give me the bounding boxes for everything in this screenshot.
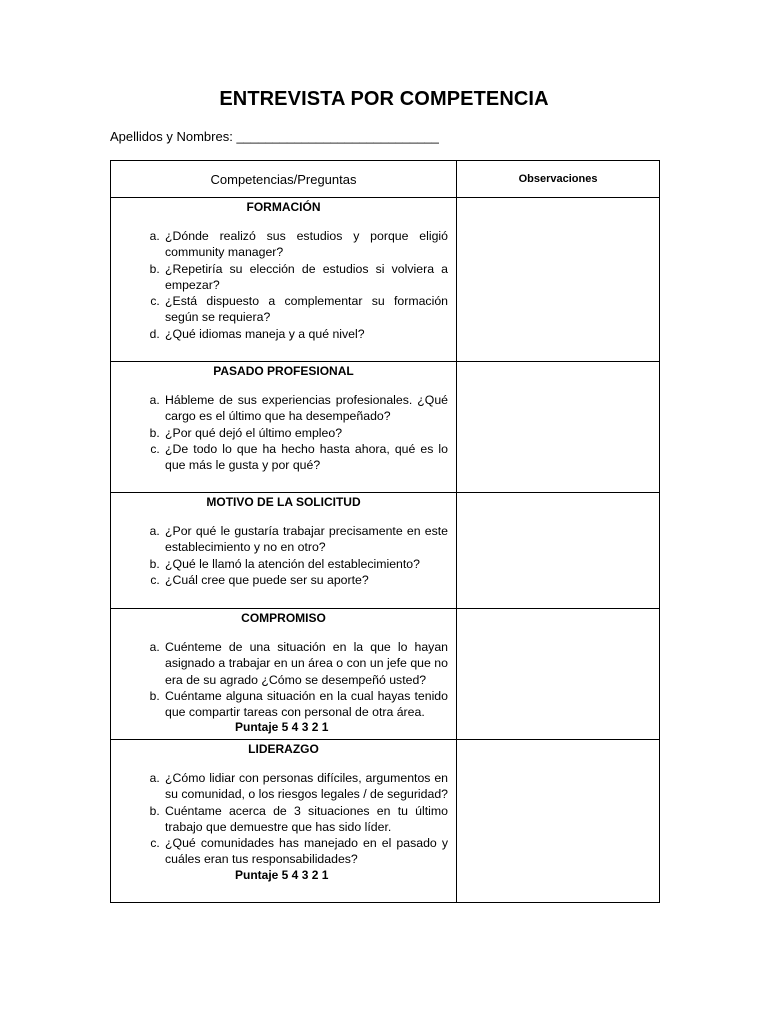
question-item: b. ¿Por qué dejó el último empleo? xyxy=(163,425,448,441)
question-item: c. ¿Cuál cree que puede ser su aporte? xyxy=(163,572,448,588)
section-title: MOTIVO DE LA SOLICITUD xyxy=(206,495,361,509)
section-row-compromiso xyxy=(111,609,660,740)
questions-cell xyxy=(111,609,457,740)
question-item: a. ¿Cómo lidiar con personas difíciles, argumentos en su comunidad, o los riesgos legales / de seguridad? xyxy=(163,770,448,803)
question-item: c. ¿Qué comunidades has manejado en el pasado y cuáles eran tus responsabilidades? xyxy=(163,835,448,868)
question-list xyxy=(111,523,456,588)
section-title: PASADO PROFESIONAL xyxy=(213,364,354,378)
question-list xyxy=(111,228,456,342)
question-item: a. ¿Por qué le gustaría trabajar precisamente en este establecimiento y no en otro? xyxy=(163,523,448,556)
observations-cell[interactable] xyxy=(457,198,660,362)
question-item: b. ¿Qué le llamó la atención del establecimiento? xyxy=(163,556,448,572)
section-title: FORMACIÓN xyxy=(246,200,321,214)
question-item: a. Hábleme de sus experiencias profesionales. ¿Qué cargo es el último que ha desempeñado? xyxy=(163,392,448,425)
observations-cell[interactable] xyxy=(457,740,660,903)
score-scale: Puntaje 5 4 3 2 1 xyxy=(235,720,329,735)
document-title: ENTREVISTA POR COMPETENCIA xyxy=(219,88,549,110)
question-item: a. ¿Dónde realizó sus estudios y porque eligió community manager? xyxy=(163,228,448,261)
header-competencias: Competencias/Preguntas xyxy=(111,161,457,198)
interview-table xyxy=(110,160,660,903)
question-item: b. ¿Repetiría su elección de estudios si volviera a empezar? xyxy=(163,261,448,294)
observations-cell[interactable] xyxy=(457,609,660,740)
questions-cell xyxy=(111,740,457,903)
question-list xyxy=(111,639,456,720)
section-row-pasado-profesional xyxy=(111,362,660,493)
observations-cell[interactable] xyxy=(457,493,660,609)
name-field-label: Apellidos y Nombres: ____________________________ xyxy=(110,129,439,144)
section-title: LIDERAZGO xyxy=(248,742,319,756)
section-title: COMPROMISO xyxy=(241,611,326,625)
question-item: c. ¿De todo lo que ha hecho hasta ahora, qué es lo que más le gusta y por qué? xyxy=(163,441,448,474)
questions-cell xyxy=(111,362,457,493)
question-item: d. ¿Qué idiomas maneja y a qué nivel? xyxy=(163,326,448,342)
question-list xyxy=(111,770,456,868)
section-row-formacion xyxy=(111,198,660,362)
question-item: c. ¿Está dispuesto a complementar su formación según se requiera? xyxy=(163,293,448,326)
questions-cell xyxy=(111,493,457,609)
section-row-motivo-solicitud xyxy=(111,493,660,609)
question-list xyxy=(111,392,456,473)
score-scale: Puntaje 5 4 3 2 1 xyxy=(235,867,329,882)
questions-cell xyxy=(111,198,457,362)
question-item: b. Cuéntame alguna situación en la cual hayas tenido que compartir tareas con personal de otra área. xyxy=(163,688,448,721)
question-item: b. Cuéntame acerca de 3 situaciones en tu último trabajo que demuestre que has sido líder. xyxy=(163,803,448,836)
header-observaciones: Observaciones xyxy=(457,161,660,198)
section-row-liderazgo xyxy=(111,740,660,903)
question-item: a. Cuénteme de una situación en la que lo hayan asignado a trabajar en un área o con un jefe que no era de su agrado ¿Cómo se desempeñó usted? xyxy=(163,639,448,688)
observations-cell[interactable] xyxy=(457,362,660,493)
